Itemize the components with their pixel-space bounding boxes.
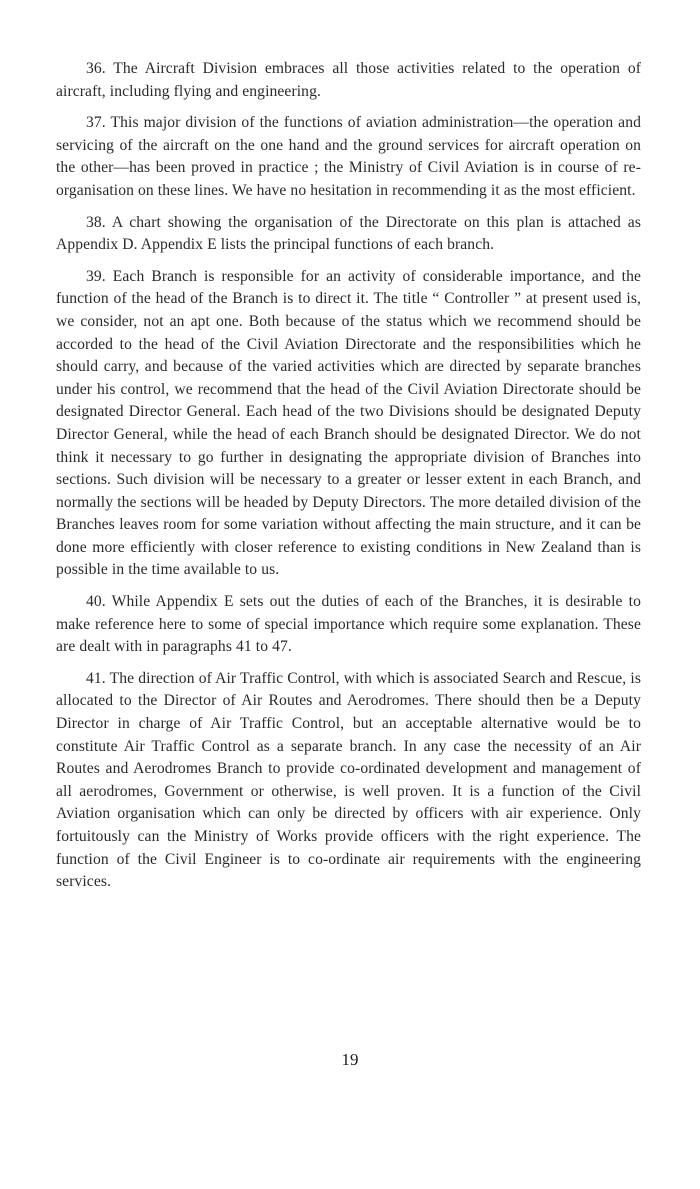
- paragraph-number: 38: [86, 213, 102, 231]
- paragraph-text: While Appendix E sets out the duties of each of the Branches, it is desirable to make reference here to some of special importance which require some explanation. These are dealt with in paragraphs 41 to 47.: [56, 593, 641, 656]
- paragraph-text: Each Branch is responsible for an activity of considerable importance, and the function of the head of the Branch is to direct it. The title “ Controller ” at present used is, we consider, not an apt one. Both because of the status which we recommend should be accorded to the head of the Civil Aviation Directorate and the responsibilities which he should carry, and because of the varied activities which are directed by separate branches under his control, we recommend that the head of the Civil Aviation Directorate should be designated Director General. Each head of the two Divisions should be designated Deputy Director General, while the head of each Branch should be designated Director. We do not think it necessary to go further in designating the appropriate division of Branches into sections. Such division will be necessary to a greater or lesser extent in each Branch, and normally the sections will be headed by Deputy Directors. The more detailed division of the Branches leaves room for some variation without affecting the main structure, and it can be done more efficiently with closer reference to existing conditions in New Zealand than is possible in the time available to us.: [56, 267, 641, 579]
- paragraph-40: 40. While Appendix E sets out the duties of each of the Branches, it is desirable to make reference here to some of special importance which require some explanation. These are dealt with in paragraphs 41 to 47.: [56, 593, 641, 656]
- paragraph-39: 39. Each Branch is responsible for an activity of considerable importance, and the function of the head of the Branch is to direct it. The title “ Controller ” at present used is, we consider, not an apt one. Both because of the status which we recommend should be accorded to the head of the Civil Aviation Directorate and the responsibilities which he should carry, and because of the varied activities which are directed by separate branches under his control, we recommend that the head of the Civil Aviation Directorate should be designated Director General. Each head of the two Divisions should be designated Deputy Director General, while the head of each Branch should be designated Director. We do not think it necessary to go further in designating the appropriate division of Branches into sections. Such division will be necessary to a greater or lesser extent in each Branch, and normally the sections will be headed by Deputy Directors. The more detailed division of the Branches leaves room for some variation without affecting the main structure, and it can be done more efficiently with closer reference to existing conditions in New Zealand than is possible in the time available to us.: [56, 267, 641, 579]
- paragraph-number: 39: [86, 267, 102, 285]
- paragraph-text: The direction of Air Traffic Control, with which is associated Search and Rescue, is allocated to the Director of Air Routes and Aerodromes. There should then be a Deputy Director in charge of Air Traffic Control, but an acceptable alternative would be to constitute Air Traffic Control as a separate branch. In any case the necessity of an Air Routes and Aerodromes Branch to provide co-ordinated development and management of all aerodromes, Government or otherwise, is well proven. It is a function of the Civil Aviation organisation which can only be directed by officers with air experience. Only fortuitously can the Ministry of Works provide officers with the right experience. The function of the Civil Engineer is to co-ordinate air requirements with the engineering services.: [56, 669, 641, 891]
- paragraph-41: 41. The direction of Air Traffic Control, with which is associated Search and Rescue, is allocated to the Director of Air Routes and Aerodromes. There should then be a Deputy Director in charge of Air Traffic Control, but an acceptable alternative would be to constitute Air Traffic Control as a separate branch. In any case the necessity of an Air Routes and Aerodromes Branch to provide co-ordinated development and management of all aerodromes, Government or otherwise, is well proven. It is a function of the Civil Aviation organisation which can only be directed by officers with air experience. Only fortuitously can the Ministry of Works provide officers with the right experience. The function of the Civil Engineer is to co-ordinate air requirements with the engineering services.: [56, 669, 641, 891]
- paragraph-number: 41: [86, 669, 102, 687]
- document-body: [56, 58, 641, 903]
- paragraph-text: This major division of the functions of aviation administration—the operation and servicing of the aircraft on the one hand and the ground services for aircraft operation on the other—has been proved in practice ; the Ministry of Civil Aviation is in course of re-organisation on these lines. We have no hesitation in recommending it as the most efficient.: [56, 114, 642, 199]
- paragraph-number: 36: [86, 60, 102, 77]
- paragraph-text: A chart showing the organisation of the Directorate on this plan is attached as Appendix D. Appendix E lists the principal functions of each branch.: [56, 213, 641, 254]
- paragraph-38: 38. A chart showing the organisation of the Directorate on this plan is attached as Appendix D. Appendix E lists the principal functions of each branch.: [56, 213, 641, 254]
- page-number: 19: [341, 1050, 359, 1069]
- paragraph-number: 40: [86, 593, 102, 611]
- paragraph-36: 36. The Aircraft Division embraces all those activities related to the operation of aircraft, including flying and engineering.: [56, 60, 642, 100]
- paragraph-37: 37. This major division of the functions of aviation administration—the operation and servicing of the aircraft on the one hand and the ground services for aircraft operation on the other—has been proved in practice ; the Ministry of Civil Aviation is in course of re-organisation on these lines. We have no hesitation in recommending it as the most efficient.: [56, 114, 642, 199]
- paragraph-text: The Aircraft Division embraces all those activities related to the operation of aircraft, including flying and engineering.: [56, 60, 642, 100]
- paragraph-number: 37: [86, 114, 102, 132]
